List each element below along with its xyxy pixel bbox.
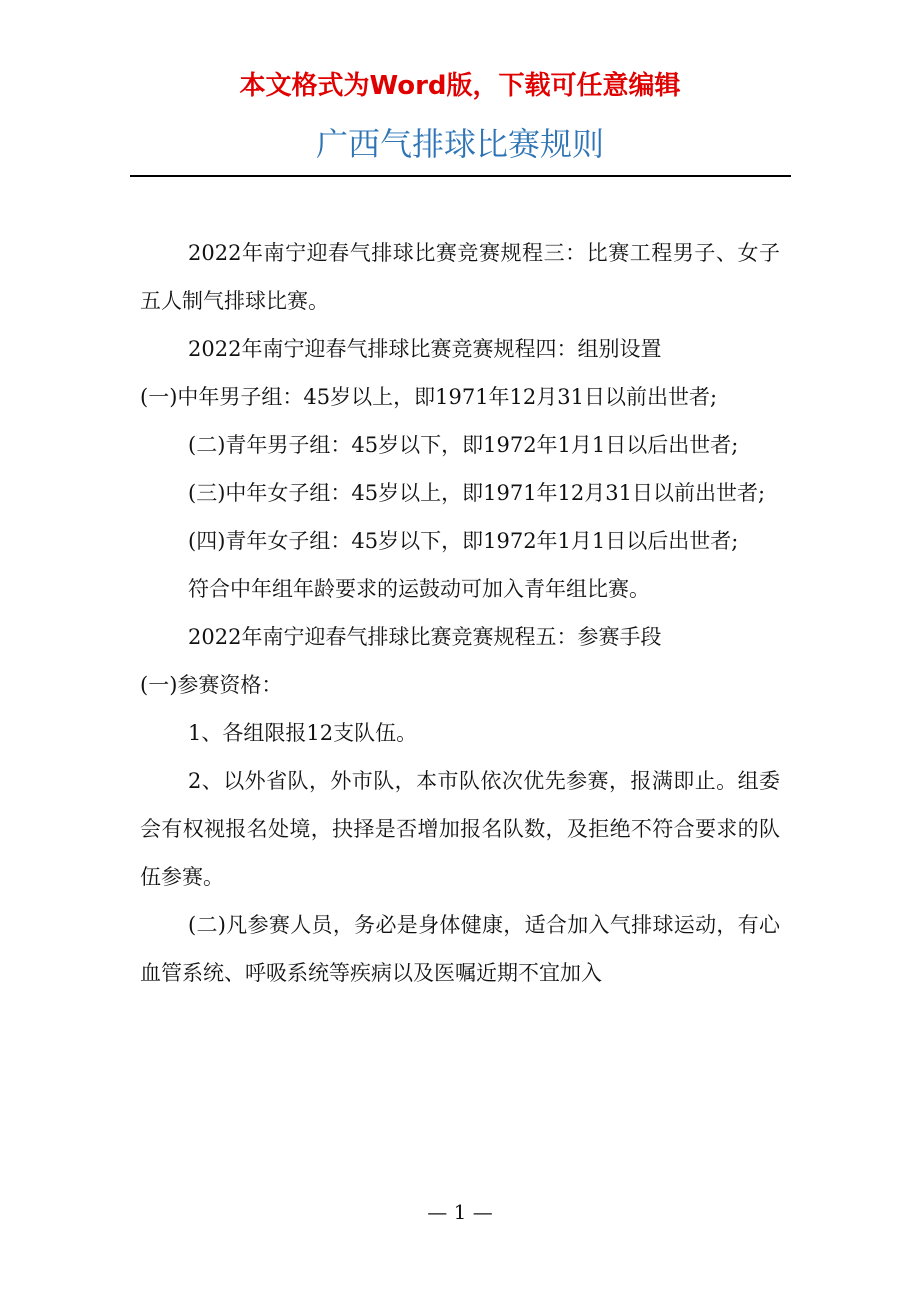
format-notice-banner: 本文格式为Word版，下载可任意编辑 (239, 71, 681, 101)
paragraph-groups-heading: 2022年南宁迎春气排球比赛竞赛规程四：组别设置 (188, 337, 662, 361)
document-body (140, 229, 780, 997)
paragraph-team-limit: 1、各组限报12支队伍。 (188, 721, 418, 745)
paragraph-priority: 2、以外省队，外市队，本市队依次优先参赛，报满即止。组委会有权视报名处境，抉择是否增加报名队数，及拒绝不符合要求的队伍参赛。 (140, 769, 780, 889)
paragraph-group-4: (四)青年女子组：45岁以下，即1972年1月1日以后出世者; (188, 529, 739, 553)
paragraph-health: (二)凡参赛人员，务必是身体健康，适合加入气排球运动，有心血管系统、呼吸系统等疾病以及医嘱近期不宜加入 (140, 913, 780, 985)
title-divider (130, 175, 791, 177)
paragraph-project: 2022年南宁迎春气排球比赛竞赛规程三：比赛工程男子、女子五人制气排球比赛。 (140, 241, 780, 313)
page-number: — 1 — (427, 1200, 493, 1224)
paragraph-group-1: (一)中年男子组：45岁以上，即1971年12月31日以前出世者; (140, 385, 718, 409)
paragraph-group-2: (二)青年男子组：45岁以下，即1972年1月1日以后出世者; (188, 433, 739, 457)
paragraph-eligibility-heading: (一)参赛资格： (140, 673, 283, 697)
paragraph-age-note: 符合中年组年龄要求的运鼓动可加入青年组比赛。 (188, 577, 650, 601)
paragraph-group-3: (三)中年女子组：45岁以上，即1971年12月31日以前出世者; (188, 481, 766, 505)
document-title: 广西气排球比赛规则 (315, 125, 604, 163)
paragraph-method-heading: 2022年南宁迎春气排球比赛竞赛规程五：参赛手段 (188, 625, 662, 649)
